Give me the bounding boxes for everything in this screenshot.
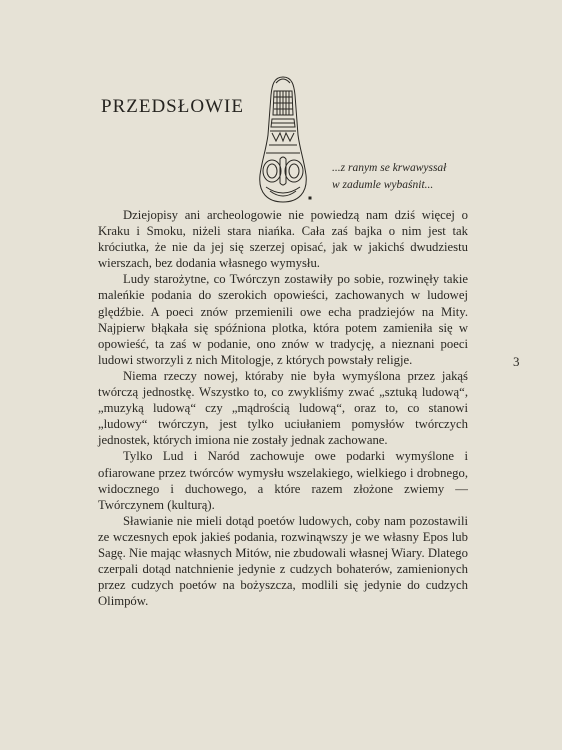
epigraph-line-2: w zadumle wybaśnit... xyxy=(332,179,434,191)
paragraph: Niema rzeczy nowej, któraby nie była wymyślona przez jakąś twórczą jednostkę. Wszystko to, co zwykliśmy zwać „sztuką ludową“, „muzyką ludową“ czy „mądrością ludową“, oraz to, co stanowi „ludowy“ twórczyn, jest tylko uciułaniem pomysłów twórczych jednostek, których imiona nie zostały jednak zachowane. xyxy=(98,368,468,448)
body-text xyxy=(98,207,468,609)
epigraph-line-1: ...z ranym se krwawyssał xyxy=(332,162,447,174)
page-number: 3 xyxy=(513,354,520,369)
paragraph: Sławianie nie mieli dotąd poetów ludowych, coby nam pozostawili ze wczesnych epok jakieś podania, rozwinąwszy je we własny Epos lub Sagę. Nie mając własnych Mitów, nie zbudowali własnej Wiary. Dlatego czerpali dotąd natchnienie jedynie z cudzych bohaterów, zamienionych przez cudzych poetów na bożyszcza, modlili się jedynie do cudzych Olimpów. xyxy=(98,513,468,609)
folk-pattern-ornament-icon xyxy=(252,75,314,205)
paragraph: Ludy starożytne, co Twórczyn zostawiły po sobie, rozwinęły takie maleńkie podania do szerokich opowieści, zachowanych w ludowej ględźbie. A poeci znów przemienili owe echa pradziejów na Mity. Najpierw błąkała się spóźniona plotka, która potem zamieniła się w opowieść, ta zaś w podanie, ono znów w tradycję, a nieznani poeci ludowi stworzyli z nich Mitologje, z których powstały religje. xyxy=(98,272,468,367)
epigraph xyxy=(332,160,446,194)
paragraph: Dziejopisy ani archeologowie nie powiedzą nam dziś więcej o Kraku i Smoku, niżeli stara niańka. Cała zaś bajka o nim jest tak króciutka, że nie da jej się szerzej opisać, jak w jakichś dwudziestu wierszach, bez dodania własnego wymysłu. xyxy=(98,208,468,271)
paragraph: Tylko Lud i Naród zachowuje owe podarki wymyślone i ofiarowane przez twórców wymysłu wszelakiego, wielkiego i drobnego, widocznego i duchowego, a które razem złożone zwiemy — Twórczynem (kulturą). xyxy=(98,449,468,512)
page-title: PRZEDSŁOWIE xyxy=(101,96,244,117)
